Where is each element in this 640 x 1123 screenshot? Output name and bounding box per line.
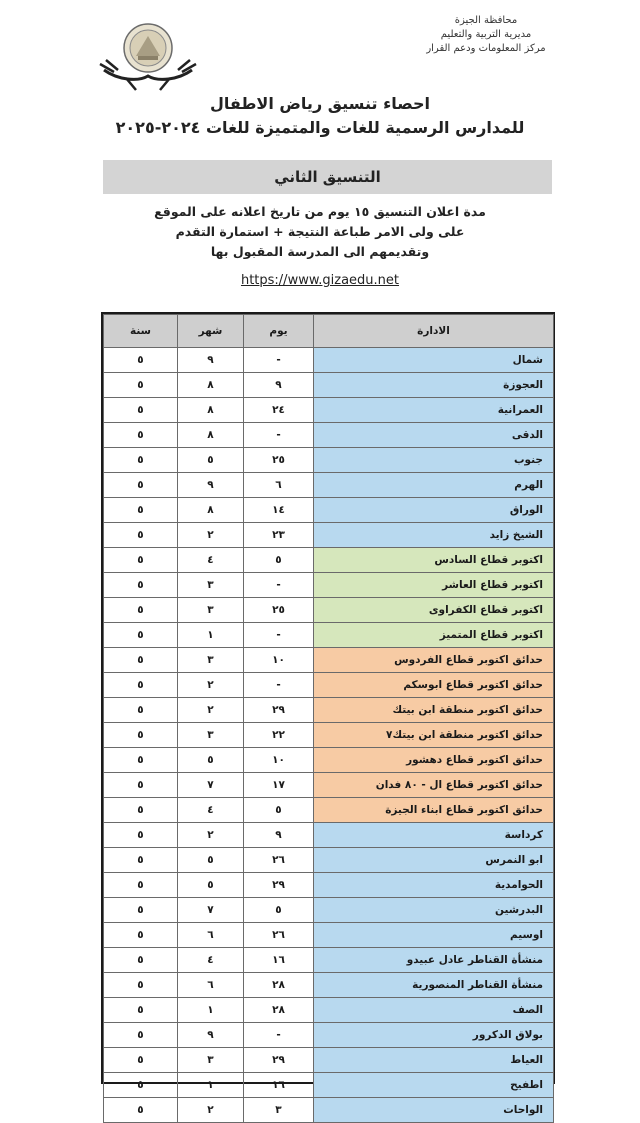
day-cell: ٦ (244, 473, 314, 498)
month-cell: ٢ (178, 673, 244, 698)
instruction-line: على ولى الامر طباعة النتيجة + استمارة التقدم (175, 224, 465, 239)
administration-cell: بولاق الدكرور (314, 1023, 554, 1048)
table-row (104, 773, 554, 798)
table-row (104, 423, 554, 448)
year-cell: ٥ (104, 723, 178, 748)
table-body (104, 348, 554, 1123)
table-row (104, 648, 554, 673)
administration-cell: الشيخ زايد (314, 523, 554, 548)
administration-cell: العياط (314, 1048, 554, 1073)
month-cell: ٤ (178, 548, 244, 573)
administration-cell: الدقى (314, 423, 554, 448)
table-row (104, 698, 554, 723)
year-cell: ٥ (104, 998, 178, 1023)
month-cell: ٩ (178, 473, 244, 498)
year-cell: ٥ (104, 873, 178, 898)
month-cell: ٨ (178, 498, 244, 523)
header-year: سنة (104, 315, 178, 348)
administration-cell: منشأة القناطر المنصورية (314, 973, 554, 998)
day-cell: - (244, 573, 314, 598)
day-cell: ٢٨ (244, 998, 314, 1023)
website-link[interactable]: https://www.gizaedu.net (240, 273, 400, 288)
administration-cell: شمال (314, 348, 554, 373)
table-row (104, 448, 554, 473)
year-cell: ٥ (104, 648, 178, 673)
day-cell: ٩ (244, 823, 314, 848)
administration-cell: اوسيم (314, 923, 554, 948)
day-cell: ٢٢ (244, 723, 314, 748)
year-cell: ٥ (104, 748, 178, 773)
year-cell: ٥ (104, 1098, 178, 1123)
month-cell: ٨ (178, 398, 244, 423)
administration-cell: حدائق اكتوبر قطاع ابوسكم (314, 673, 554, 698)
month-cell: ٣ (178, 1048, 244, 1073)
day-cell: - (244, 673, 314, 698)
ministry-line: مركز المعلومات ودعم القرار (426, 43, 546, 54)
administration-cell: اكتوبر قطاع السادس (314, 548, 554, 573)
day-cell: ٢٣ (244, 523, 314, 548)
year-cell: ٥ (104, 1073, 178, 1098)
day-cell: - (244, 1023, 314, 1048)
year-cell: ٥ (104, 698, 178, 723)
table-row (104, 398, 554, 423)
year-cell: ٥ (104, 573, 178, 598)
table-row (104, 973, 554, 998)
table-row (104, 548, 554, 573)
administration-cell: العجوزة (314, 373, 554, 398)
month-cell: ٢ (178, 523, 244, 548)
administration-cell: حدائق اكتوبر قطاع الفردوس (314, 648, 554, 673)
title-line-1: احصاء تنسيق رياض الاطفال (209, 94, 431, 113)
administration-cell: ابو النمرس (314, 848, 554, 873)
day-cell: ٢٩ (244, 1048, 314, 1073)
round-banner: التنسيق الثاني (103, 160, 552, 194)
table-row (104, 623, 554, 648)
administration-cell: اطفيح (314, 1073, 554, 1098)
year-cell: ٥ (104, 373, 178, 398)
year-cell: ٥ (104, 523, 178, 548)
month-cell: ٨ (178, 373, 244, 398)
day-cell: ٢٩ (244, 873, 314, 898)
year-cell: ٥ (104, 1048, 178, 1073)
statistics-table (101, 312, 555, 1116)
day-cell: - (244, 623, 314, 648)
day-cell: ٥ (244, 898, 314, 923)
table-row (104, 723, 554, 748)
day-cell: ١٤ (244, 498, 314, 523)
administration-cell: اكتوبر قطاع المتميز (314, 623, 554, 648)
header-day: يوم (244, 315, 314, 348)
table-row (104, 348, 554, 373)
day-cell: ٢٥ (244, 598, 314, 623)
header-administration: الادارة (314, 315, 554, 348)
administration-cell: البدرشين (314, 898, 554, 923)
table-row (104, 1048, 554, 1073)
month-cell: ١ (178, 623, 244, 648)
month-cell: ٣ (178, 648, 244, 673)
administration-cell: الواحات (314, 1098, 554, 1123)
table-row (104, 923, 554, 948)
month-cell: ٤ (178, 798, 244, 823)
day-cell: ١٧ (244, 773, 314, 798)
year-cell: ٥ (104, 823, 178, 848)
month-cell: ٥ (178, 848, 244, 873)
header-month: شهر (178, 315, 244, 348)
administration-cell: الصف (314, 998, 554, 1023)
administration-cell: العمرانية (314, 398, 554, 423)
month-cell: ٥ (178, 873, 244, 898)
table-row (104, 1023, 554, 1048)
ministry-header (416, 14, 556, 56)
day-cell: ٣ (244, 1098, 314, 1123)
day-cell: ١٦ (244, 948, 314, 973)
administration-cell: الهرم (314, 473, 554, 498)
table-row (104, 1073, 554, 1098)
day-cell: ٢٦ (244, 923, 314, 948)
ministry-line: محافظة الجيزة (454, 15, 518, 26)
year-cell: ٥ (104, 598, 178, 623)
month-cell: ٨ (178, 423, 244, 448)
year-cell: ٥ (104, 398, 178, 423)
administration-cell: منشأة القناطر عادل عبيدو (314, 948, 554, 973)
month-cell: ٧ (178, 898, 244, 923)
title-line-2: للمدارس الرسمية للغات والمتميزة للغات ٢٠٢٤-٢٠٢٥ (115, 118, 525, 137)
table-row (104, 823, 554, 848)
table-row (104, 473, 554, 498)
year-cell: ٥ (104, 973, 178, 998)
administration-cell: حدائق اكتوبر منطقة ابن بيتك٧ (314, 723, 554, 748)
table-row (104, 798, 554, 823)
year-cell: ٥ (104, 948, 178, 973)
table-header-row (104, 315, 554, 348)
table-row (104, 873, 554, 898)
day-cell: ٢٩ (244, 698, 314, 723)
ministry-logo (96, 14, 200, 94)
year-cell: ٥ (104, 673, 178, 698)
year-cell: ٥ (104, 923, 178, 948)
year-cell: ٥ (104, 423, 178, 448)
month-cell: ٣ (178, 598, 244, 623)
month-cell: ٩ (178, 348, 244, 373)
administration-cell: حدائق اكتوبر قطاع دهشور (314, 748, 554, 773)
administration-cell: حدائق اكتوبر قطاع ابناء الجيزة (314, 798, 554, 823)
year-cell: ٥ (104, 1023, 178, 1048)
month-cell: ٣ (178, 723, 244, 748)
administration-cell: اكتوبر قطاع الكفراوى (314, 598, 554, 623)
table-row (104, 948, 554, 973)
administration-cell: اكتوبر قطاع العاشر (314, 573, 554, 598)
page-title (60, 92, 580, 140)
administration-cell: حدائق اكتوبر قطاع ال - ٨٠ فدان (314, 773, 554, 798)
month-cell: ٢ (178, 823, 244, 848)
day-cell: ١٠ (244, 748, 314, 773)
year-cell: ٥ (104, 548, 178, 573)
year-cell: ٥ (104, 898, 178, 923)
day-cell: ٥ (244, 798, 314, 823)
month-cell: ٣ (178, 573, 244, 598)
table-row (104, 1098, 554, 1123)
table-row (104, 998, 554, 1023)
month-cell: ٦ (178, 973, 244, 998)
day-cell: ٥ (244, 548, 314, 573)
month-cell: ٤ (178, 948, 244, 973)
table-row (104, 573, 554, 598)
month-cell: ١ (178, 1073, 244, 1098)
day-cell: ١٦ (244, 1073, 314, 1098)
year-cell: ٥ (104, 848, 178, 873)
table-row (104, 673, 554, 698)
year-cell: ٥ (104, 348, 178, 373)
month-cell: ١ (178, 998, 244, 1023)
table-row (104, 748, 554, 773)
year-cell: ٥ (104, 448, 178, 473)
table-row (104, 598, 554, 623)
table-row (104, 848, 554, 873)
month-cell: ٢ (178, 698, 244, 723)
month-cell: ٥ (178, 748, 244, 773)
table-row (104, 498, 554, 523)
day-cell: ٢٦ (244, 848, 314, 873)
month-cell: ٩ (178, 1023, 244, 1048)
ministry-line: مديرية التربية والتعليم (440, 29, 532, 40)
table-row (104, 898, 554, 923)
administration-cell: الحوامدية (314, 873, 554, 898)
table-row (104, 373, 554, 398)
day-cell: ٢٤ (244, 398, 314, 423)
day-cell: - (244, 423, 314, 448)
year-cell: ٥ (104, 473, 178, 498)
month-cell: ٧ (178, 773, 244, 798)
instruction-line: وتقديمهم الى المدرسة المقبول بها (210, 244, 430, 259)
table-row (104, 523, 554, 548)
instruction-line: مدة اعلان التنسيق ١٥ يوم من تاريخ اعلانه على الموقع (154, 204, 486, 219)
month-cell: ٢ (178, 1098, 244, 1123)
year-cell: ٥ (104, 798, 178, 823)
day-cell: ٢٨ (244, 973, 314, 998)
administration-cell: جنوب (314, 448, 554, 473)
instructions (80, 202, 560, 262)
year-cell: ٥ (104, 623, 178, 648)
administration-cell: كرداسة (314, 823, 554, 848)
administration-cell: الوراق (314, 498, 554, 523)
day-cell: ٢٥ (244, 448, 314, 473)
year-cell: ٥ (104, 498, 178, 523)
administration-cell: حدائق اكتوبر منطقة ابن بيتك (314, 698, 554, 723)
day-cell: ١٠ (244, 648, 314, 673)
month-cell: ٦ (178, 923, 244, 948)
month-cell: ٥ (178, 448, 244, 473)
year-cell: ٥ (104, 773, 178, 798)
day-cell: - (244, 348, 314, 373)
day-cell: ٩ (244, 373, 314, 398)
